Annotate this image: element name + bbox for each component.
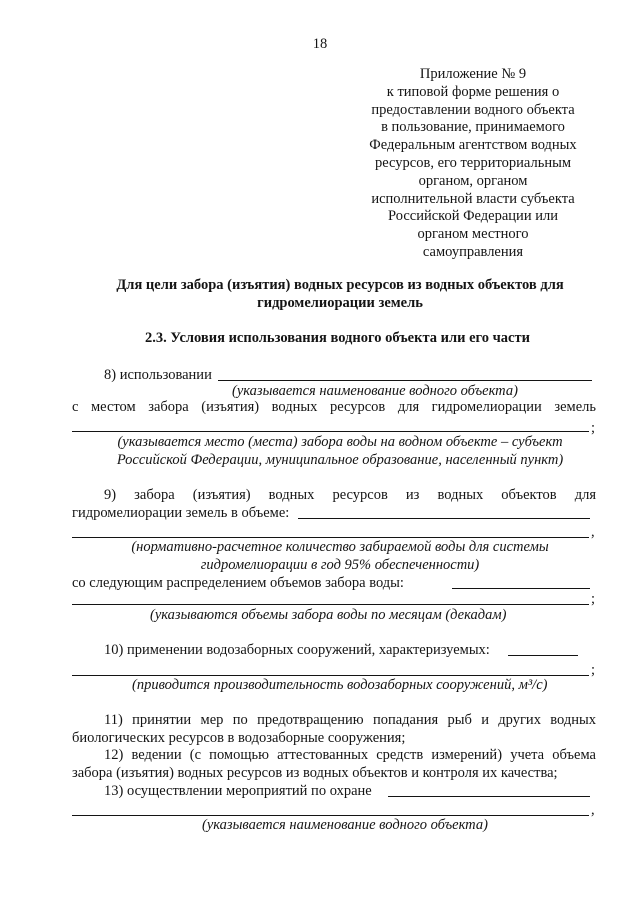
item9-line1: 9) забора (изъятия) водных ресурсов из водных объектов для xyxy=(104,487,596,503)
item8-hint1: (указывается наименование водного объекта) xyxy=(232,383,518,399)
appendix-line: Федеральным агентством водных xyxy=(369,137,577,154)
item10-label: 10) применении водозаборных сооружений, характеризуемых: xyxy=(104,642,490,658)
item10-blank xyxy=(508,655,578,656)
appendix-line: самоуправления xyxy=(422,243,524,260)
item11-line2: биологических ресурсов в водозаборные сооружения; xyxy=(72,730,406,746)
item8-hint2-line1: (указывается место (места) забора воды на водном объекте – субъект xyxy=(117,434,563,450)
appendix-block xyxy=(360,66,586,262)
item13-hint: (указывается наименование водного объекта) xyxy=(202,817,488,833)
item13-label: 13) осуществлении мероприятий по охране xyxy=(104,783,372,799)
purpose-heading-line2: гидромелиорации земель xyxy=(257,295,423,311)
item9-line2: гидромелиорации земель в объеме: xyxy=(72,505,290,521)
purpose-heading-line1: Для цели забора (изъятия) водных ресурсов из водных объектов для xyxy=(116,277,564,293)
appendix-line: исполнительной власти субъекта xyxy=(371,190,575,207)
item9-hint1-line1: (нормативно-расчетное количество забираемой воды для системы xyxy=(131,539,549,555)
section-heading: 2.3. Условия использования водного объекта или его части xyxy=(145,330,530,346)
item13-comma: , xyxy=(591,802,595,818)
item9-comma: , xyxy=(591,524,595,540)
item8-place-text: с местом забора (изъятия) водных ресурсов для гидромелиорации земель xyxy=(72,399,596,415)
item9-distribution: со следующим распределением объемов забора воды: xyxy=(72,575,404,591)
item11-line1: 11) принятии мер по предотвращению попадания рыб и других водных xyxy=(104,712,596,728)
appendix-line: Российской Федерации или xyxy=(388,208,558,225)
item8-hint2-line2: Российской Федерации, муниципальное образование, населенный пункт) xyxy=(116,452,564,468)
item10-semicolon: ; xyxy=(591,662,596,678)
appendix-line: органом местного xyxy=(417,226,529,243)
item9-distribution-blank-2 xyxy=(72,604,589,605)
item12-line1: 12) ведении (с помощью аттестованных средств измерений) учета объема xyxy=(104,747,596,763)
item9-hint2: (указываются объемы забора воды по месяцам (декадам) xyxy=(150,607,507,623)
item9-volume-blank xyxy=(298,518,590,519)
item12-line2: забора (изъятия) водных ресурсов из водных объектов и контроля их качества; xyxy=(72,765,558,781)
appendix-line: ресурсов, его территориальным xyxy=(375,154,571,171)
item9-hint1-line2: гидромелиорации в год 95% обеспеченности) xyxy=(200,557,480,573)
item8-water-object-blank xyxy=(218,380,592,381)
item13-blank xyxy=(388,796,590,797)
appendix-line: предоставлении водного объекта xyxy=(371,101,575,118)
item10-hint: (приводится производительность водозаборных сооружений, м³/с) xyxy=(132,677,548,693)
appendix-line: органом, органом xyxy=(418,172,528,189)
item8-label: 8) использовании xyxy=(104,367,212,383)
appendix-line: Приложение № 9 xyxy=(419,66,527,82)
appendix-line: к типовой форме решения о xyxy=(386,83,560,100)
item8-semicolon: ; xyxy=(591,420,596,436)
item8-place-blank xyxy=(72,431,589,432)
page-number: 18 xyxy=(312,36,328,52)
item9-distribution-blank xyxy=(452,588,590,589)
item9-semicolon: ; xyxy=(591,591,596,607)
appendix-line: в пользование, принимаемого xyxy=(381,119,565,136)
